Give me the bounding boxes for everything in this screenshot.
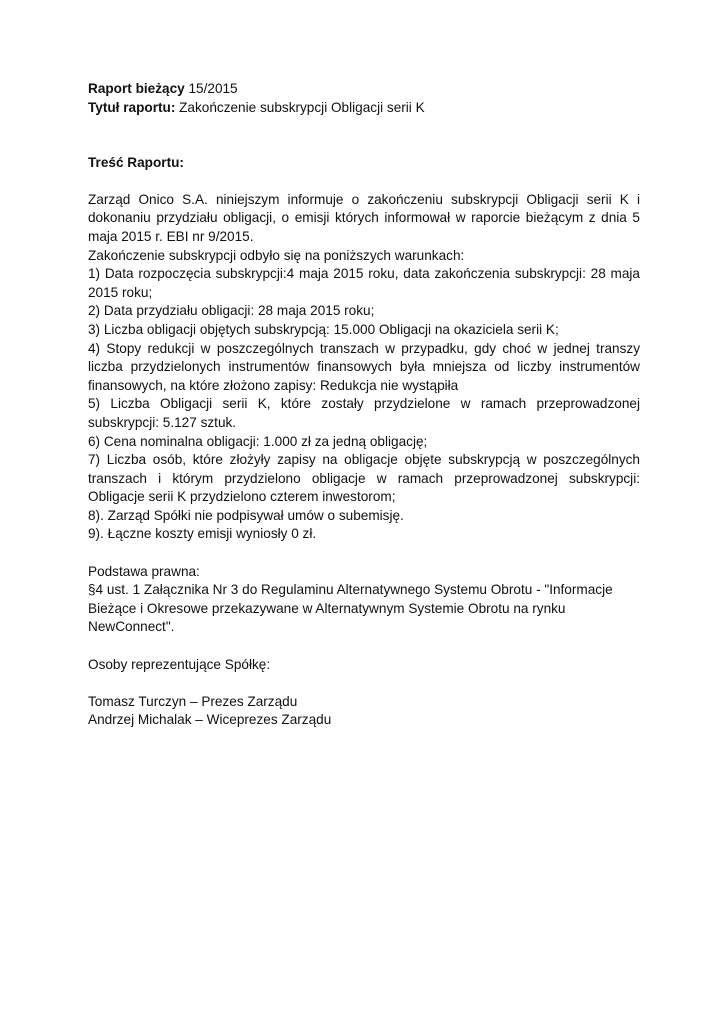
list-item: 2) Data przydziału obligacji: 28 maja 2015 roku;	[88, 303, 375, 319]
list-item: 4) Stopy redukcji w poszczególnych transzach w przypadku, gdy choć w jednej transzy liczba przydzielonych instrumentów finansowych była mniejsza od liczby instrumentów finansowych, na które złożono zapisy: Redukcja nie wystąpiła	[88, 340, 640, 393]
legal-basis-label: Podstawa prawna:	[88, 563, 200, 579]
conditions-intro: Zakończenie subskrypcji odbyło się na poniższych warunkach:	[88, 247, 465, 263]
list-item: 1) Data rozpoczęcia subskrypcji:4 maja 2015 roku, data zakończenia subskrypcji: 28 maja 2015 roku;	[88, 266, 640, 300]
representatives-label: Osoby reprezentujące Spółkę:	[88, 656, 271, 672]
legal-basis-text: §4 ust. 1 Załącznika Nr 3 do Regulaminu Alternatywnego Systemu Obrotu - "Informacje Bieżące i Okresowe przekazywane w Alternatywnym Systemie Obrotu na rynku NewConnect".	[88, 582, 613, 635]
document-page	[88, 80, 640, 730]
signatory-vice-president: Andrzej Michalak – Wiceprezes Zarządu	[88, 712, 332, 728]
report-label: Raport bieżący	[88, 81, 185, 96]
report-title-value: Zakończenie subskrypcji Obligacji serii K	[179, 99, 425, 115]
section-title: Treść Raportu:	[88, 155, 184, 171]
signatory-president: Tomasz Turczyn – Prezes Zarządu	[88, 693, 298, 709]
list-item: 8). Zarząd Spółki nie podpisywał umów o subemisję.	[88, 507, 404, 523]
intro-paragraph: Zarząd Onico S.A. niniejszym informuje o zakończeniu subskrypcji Obligacji serii K i dokonaniu przydziału obligacji, o emisji których informował w raporcie bieżącym z dnia 5 maja 2015 r. EBI nr 9/2015.	[88, 191, 640, 244]
list-item: 3) Liczba obligacji objętych subskrypcją: 15.000 Obligacji na okaziciela serii K;	[88, 321, 559, 337]
list-item: 5) Liczba Obligacji serii K, które zostały przydzielone w ramach przeprowadzonej subskrypcji: 5.127 sztuk.	[88, 396, 640, 430]
report-number: 15/2015	[188, 81, 238, 96]
list-item: 7) Liczba osób, które złożyły zapisy na obligacje objęte subskrypcją w poszczególnych transzach i którym przydzielono obligacje w ramach przeprowadzonej subskrypcji: Obligacje serii K przydzielono czterem inwestorom;	[88, 452, 640, 505]
report-number-line	[88, 80, 640, 99]
list-item: 6) Cena nominalna obligacji: 1.000 zł za jedną obligację;	[88, 433, 428, 449]
report-body	[88, 191, 640, 730]
report-title-label: Tytuł raportu:	[88, 99, 176, 115]
list-item: 9). Łączne koszty emisji wyniosły 0 zł.	[88, 526, 317, 542]
report-title-line	[88, 99, 640, 118]
